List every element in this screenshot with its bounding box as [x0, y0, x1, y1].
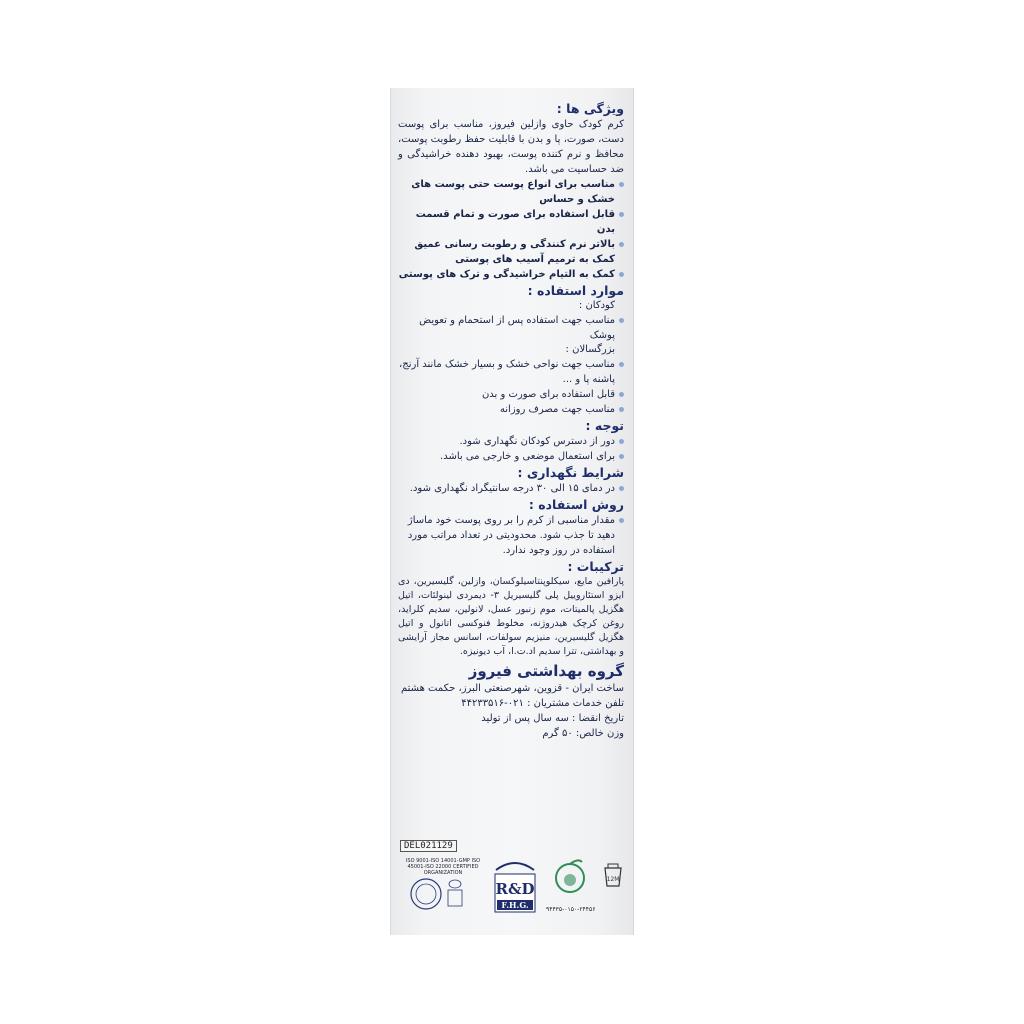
iso-certificate-logo	[400, 858, 486, 912]
net-weight: وزن خالص: ۵۰ گرم	[542, 728, 624, 739]
product-box-back	[390, 88, 634, 935]
features-intro: کرم کودک حاوی وازلین فیروز، مناسب برای پوست دست، صورت، پا و بدن با قابلیت حفظ رطوبت پوست، محافظ و نرم کننده پوست، بهبود دهنده خراشیدگی و ضد حساسیت می باشد.	[398, 119, 624, 175]
children-label: کودکان :	[578, 300, 615, 311]
warning-list	[398, 434, 624, 464]
method-list	[398, 513, 624, 558]
apple-leaf-icon	[546, 856, 594, 902]
list-item: قابل استفاده برای صورت و تمام قسمت بدن	[398, 207, 624, 237]
method-title: روش استفاده :	[528, 497, 624, 512]
fhg-text: F.H.G.	[501, 900, 529, 910]
list-item: کمک به التیام خراشیدگی و ترک های پوستی	[398, 267, 624, 282]
brand-name: گروه بهداشتی فیروز	[468, 662, 624, 680]
features-list	[398, 177, 624, 282]
storage-list	[398, 481, 624, 496]
customer-phone: تلفن خدمات مشتریان : ۰۲۱-۴۴۲۳۳۵۱۶	[461, 698, 624, 709]
warning-title: توجه :	[585, 418, 624, 433]
label-text	[398, 100, 624, 741]
pao-12m-icon	[602, 862, 624, 888]
list-item: برای استعمال موضعی و خارجی می باشد.	[398, 449, 624, 464]
list-item: مناسب جهت مصرف روزانه	[398, 402, 624, 417]
certification-logos	[400, 856, 624, 916]
adults-list	[398, 357, 624, 417]
ingredients-title: ترکیبات :	[567, 559, 624, 574]
list-item: در دمای ۱۵ الی ۳۰ درجه سانتیگراد نگهداری شود.	[398, 481, 624, 496]
rd-logo	[492, 856, 538, 914]
license-number: ۹۴۴۳۵-۰۱۵۰-۲۴۴۵۶	[546, 906, 596, 913]
iso-text: ISO 9001-ISO 14001-GMP ISO 45001-ISO 22000 CERTIFIED ORGANIZATION	[405, 858, 481, 876]
list-item: مناسب جهت استفاده پس از استحمام و تعویض پوشک	[398, 313, 624, 343]
children-list	[398, 313, 624, 343]
list-item: دور از دسترس کودکان نگهداری شود.	[398, 434, 624, 449]
features-title: ویژگی ها :	[556, 101, 624, 116]
ukas-seal-icon	[400, 876, 486, 912]
list-item: بالاتر نرم کنندگی و رطوبت رسانی عمیق کمک به ترمیم آسیب های پوستی	[398, 237, 624, 267]
health-ministry-logo	[546, 856, 594, 914]
rd-text: R&D	[495, 880, 535, 898]
storage-title: شرایط نگهداری :	[517, 465, 624, 480]
m12-text: 12M	[606, 876, 620, 883]
made-in: ساخت ایران - قزوین، شهرصنعتی البرز، حکمت هشتم	[400, 683, 624, 694]
list-item: مناسب جهت نواحی خشک و بسیار خشک مانند آرنج، پاشنه پا و ...	[398, 357, 624, 387]
list-item: مقدار مناسبی از کرم را بر روی پوست خود ماساژ دهید تا جذب شود. محدودیتی در تعداد مراتب مورد استفاده در روز وجود ندارد.	[398, 513, 624, 558]
list-item: قابل استفاده برای صورت و بدن	[398, 387, 624, 402]
rd-seal-icon	[492, 856, 538, 914]
adults-label: بزرگسالان :	[565, 344, 615, 355]
usage-title: موارد استفاده :	[527, 283, 624, 298]
list-item: مناسب برای انواع پوست حتی پوست های خشک و حساس	[398, 177, 624, 207]
expiry-date: تاریخ انقضا : سه سال پس از تولید	[481, 713, 624, 724]
batch-number: DEL021129	[400, 840, 457, 852]
ingredients-text: پارافین مایع، سیکلوپنتاسیلوکسان، وازلین، گلیسیرین، دی ایزو استئاروییل پلی گلیسیریل ۳- دیمردی لینولئات، اتیل هگزیل پالمیتات، موم زنبور عسل، لانولین، سدیم کلراید، روغن کرچک هیدروژنه، مخلوط فنوکسی اتانول و اتیل هگزیل گلیسیرین، منیزیم سولفات، اسانس مجاز آرایشی و بهداشتی، تترا سدیم اد.ت.ا، آب دیونیزه.	[398, 576, 624, 657]
